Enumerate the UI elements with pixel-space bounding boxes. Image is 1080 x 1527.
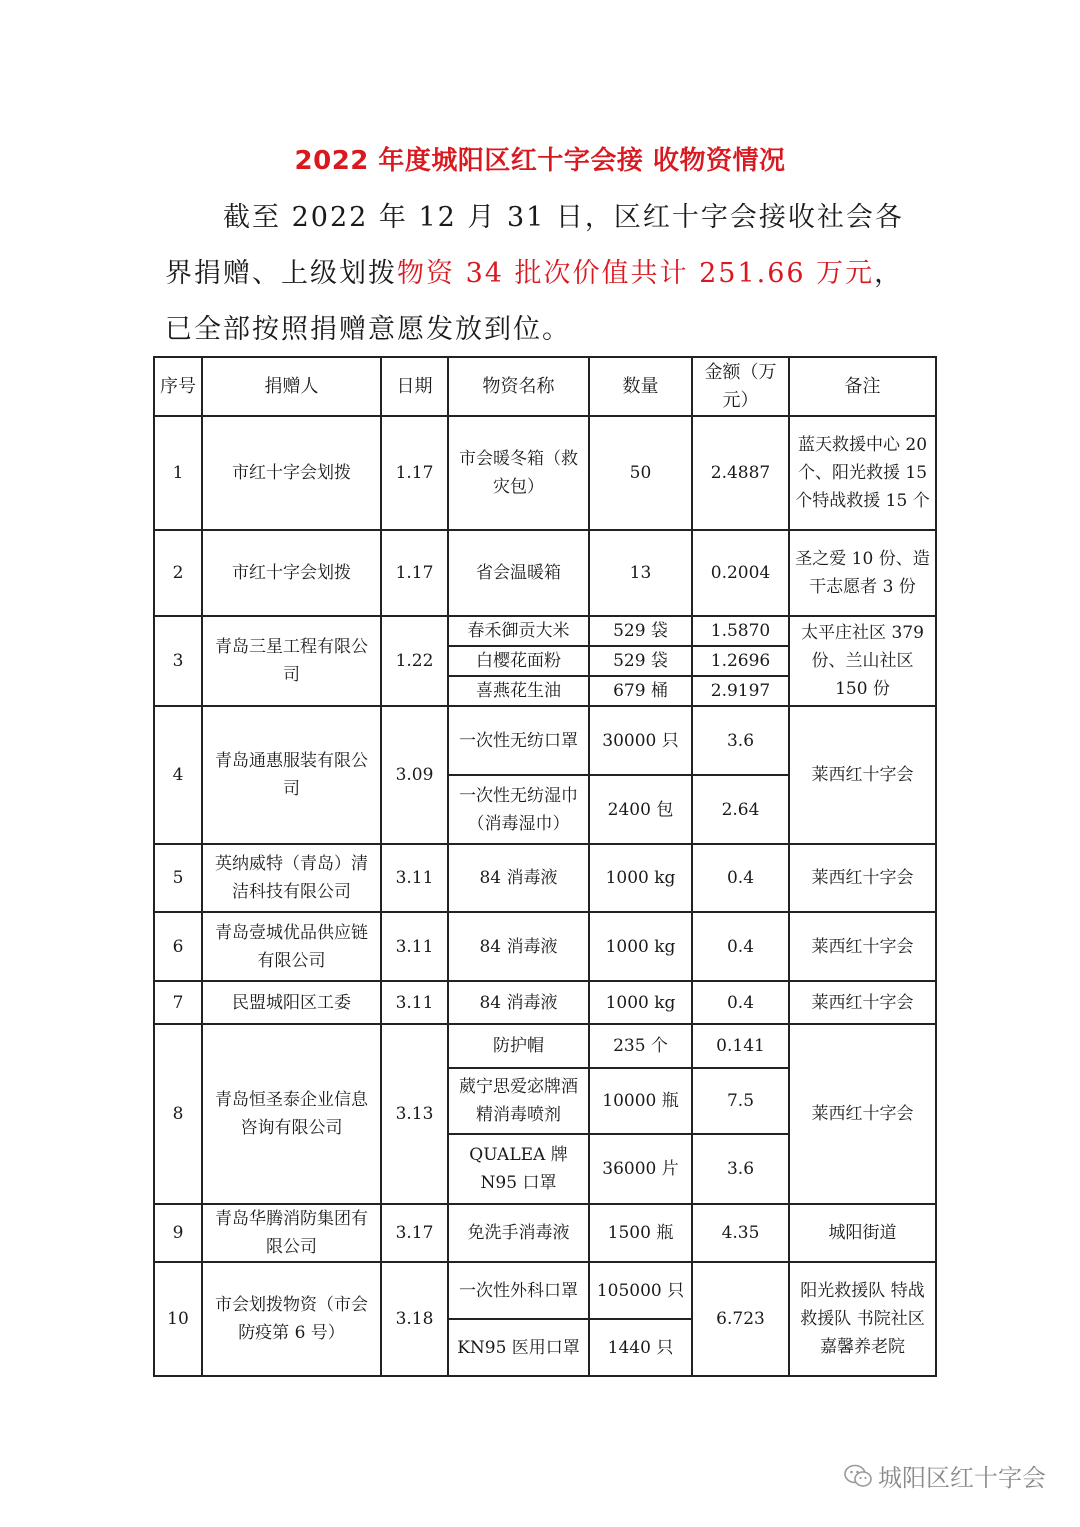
row-amount: 1.5870 — [692, 616, 789, 646]
summary-text-part1: 截至 2022 年 12 月 31 日，区红十字会接收社会各界捐赠、上级划拨 — [165, 202, 904, 289]
row-qty: 1000 kg — [589, 844, 692, 912]
table-row — [154, 1262, 936, 1319]
row-amount: 2.9197 — [692, 676, 789, 706]
row-qty: 529 袋 — [589, 616, 692, 646]
row-amount: 0.4 — [692, 912, 789, 981]
row-qty: 235 个 — [589, 1024, 692, 1068]
row-amount: 0.4 — [692, 844, 789, 912]
row-date: 3.11 — [381, 912, 448, 981]
row-amount: 6.723 — [692, 1262, 789, 1376]
row-no: 4 — [154, 706, 202, 844]
table-row — [154, 1024, 936, 1068]
row-qty: 679 桶 — [589, 676, 692, 706]
row-item: 一次性无纺湿巾（消毒湿巾） — [448, 775, 589, 844]
row-note: 莱西红十字会 — [789, 981, 936, 1024]
row-donor: 英纳威特（青岛）清洁科技有限公司 — [202, 844, 381, 912]
summary-text-part2: ，已全部按照捐赠意愿发放到位。 — [165, 258, 904, 345]
row-item: 84 消毒液 — [448, 844, 589, 912]
row-item: 防护帽 — [448, 1024, 589, 1068]
row-date: 3.11 — [381, 981, 448, 1024]
table-header-row — [154, 357, 936, 416]
header-item: 物资名称 — [448, 357, 589, 416]
header-date: 日期 — [381, 357, 448, 416]
row-no: 2 — [154, 530, 202, 616]
header-note: 备注 — [789, 357, 936, 416]
page-title: 2022 年度城阳区红十字会接 收物资情况 — [294, 146, 786, 176]
row-donor: 青岛壹城优品供应链有限公司 — [202, 912, 381, 981]
row-date: 3.17 — [381, 1204, 448, 1262]
row-no: 9 — [154, 1204, 202, 1262]
row-amount: 0.4 — [692, 981, 789, 1024]
row-qty: 50 — [589, 416, 692, 530]
row-qty: 1440 只 — [589, 1319, 692, 1376]
row-donor: 民盟城阳区工委 — [202, 981, 381, 1024]
row-donor: 青岛华腾消防集团有限公司 — [202, 1204, 381, 1262]
table-row — [154, 616, 936, 646]
row-date: 3.13 — [381, 1024, 448, 1204]
table-row — [154, 844, 936, 912]
row-item: 喜燕花生油 — [448, 676, 589, 706]
row-note: 莱西红十字会 — [789, 844, 936, 912]
row-no: 10 — [154, 1262, 202, 1376]
row-item: 84 消毒液 — [448, 912, 589, 981]
account-name: 城阳区红十字会 — [878, 1464, 1046, 1492]
row-qty: 1000 kg — [589, 981, 692, 1024]
summary-paragraph — [165, 190, 925, 358]
row-item: 省会温暖箱 — [448, 530, 589, 616]
row-qty: 30000 只 — [589, 706, 692, 775]
row-date: 3.09 — [381, 706, 448, 844]
row-amount: 0.141 — [692, 1024, 789, 1068]
summary-highlight: 物资 34 批次价值共计 251.66 万元 — [397, 258, 875, 289]
row-no: 3 — [154, 616, 202, 706]
row-note: 蓝天救援中心 20 个、阳光救援 15 个特战救援 15 个 — [789, 416, 936, 530]
row-donor: 青岛三星工程有限公司 — [202, 616, 381, 706]
row-item: 一次性外科口罩 — [448, 1262, 589, 1319]
row-qty: 36000 片 — [589, 1134, 692, 1204]
donation-table — [153, 356, 937, 1377]
header-no: 序号 — [154, 357, 202, 416]
table-row — [154, 912, 936, 981]
row-note: 莱西红十字会 — [789, 912, 936, 981]
row-date: 1.22 — [381, 616, 448, 706]
row-amount: 0.2004 — [692, 530, 789, 616]
table-row — [154, 1204, 936, 1262]
row-no: 6 — [154, 912, 202, 981]
row-item: 免洗手消毒液 — [448, 1204, 589, 1262]
wechat-icon — [844, 1464, 872, 1488]
header-amount: 金额（万元） — [692, 357, 789, 416]
row-item: 一次性无纺口罩 — [448, 706, 589, 775]
header-donor: 捐赠人 — [202, 357, 381, 416]
table-row — [154, 530, 936, 616]
row-item: 春禾御贡大米 — [448, 616, 589, 646]
row-amount: 2.4887 — [692, 416, 789, 530]
table-row — [154, 416, 936, 530]
row-amount: 1.2696 — [692, 646, 789, 676]
row-item: 84 消毒液 — [448, 981, 589, 1024]
row-donor: 市红十字会划拨 — [202, 530, 381, 616]
row-no: 7 — [154, 981, 202, 1024]
row-amount: 7.5 — [692, 1068, 789, 1134]
row-qty: 2400 包 — [589, 775, 692, 844]
row-qty: 1000 kg — [589, 912, 692, 981]
row-note: 莱西红十字会 — [789, 706, 936, 844]
row-note: 圣之爱 10 份、造干志愿者 3 份 — [789, 530, 936, 616]
row-note: 太平庄社区 379 份、兰山社区 150 份 — [789, 616, 936, 706]
row-date: 1.17 — [381, 416, 448, 530]
row-qty: 529 袋 — [589, 646, 692, 676]
table-row — [154, 981, 936, 1024]
row-amount: 3.6 — [692, 1134, 789, 1204]
wechat-account-watermark — [844, 1458, 1046, 1493]
row-date: 1.17 — [381, 530, 448, 616]
row-item: QUALEA 牌 N95 口罩 — [448, 1134, 589, 1204]
header-qty: 数量 — [589, 357, 692, 416]
row-item: 白樱花面粉 — [448, 646, 589, 676]
row-item: KN95 医用口罩 — [448, 1319, 589, 1376]
row-amount: 4.35 — [692, 1204, 789, 1262]
row-qty: 1500 瓶 — [589, 1204, 692, 1262]
row-no: 8 — [154, 1024, 202, 1204]
row-qty: 13 — [589, 530, 692, 616]
row-qty: 10000 瓶 — [589, 1068, 692, 1134]
row-date: 3.11 — [381, 844, 448, 912]
row-donor: 市会划拨物资（市会防疫第 6 号） — [202, 1262, 381, 1376]
row-qty: 105000 只 — [589, 1262, 692, 1319]
row-item: 市会暖冬箱（救灾包） — [448, 416, 589, 530]
row-donor: 青岛恒圣泰企业信息咨询有限公司 — [202, 1024, 381, 1204]
row-donor: 青岛通惠服装有限公司 — [202, 706, 381, 844]
row-note: 阳光救援队 特战救援队 书院社区 嘉馨养老院 — [789, 1262, 936, 1376]
row-donor: 市红十字会划拨 — [202, 416, 381, 530]
row-date: 3.18 — [381, 1262, 448, 1376]
row-no: 5 — [154, 844, 202, 912]
row-amount: 2.64 — [692, 775, 789, 844]
row-item: 葳宁思爱宓牌酒精消毒喷剂 — [448, 1068, 589, 1134]
table-row — [154, 706, 936, 775]
row-note: 城阳街道 — [789, 1204, 936, 1262]
row-no: 1 — [154, 416, 202, 530]
row-amount: 3.6 — [692, 706, 789, 775]
row-note: 莱西红十字会 — [789, 1024, 936, 1204]
